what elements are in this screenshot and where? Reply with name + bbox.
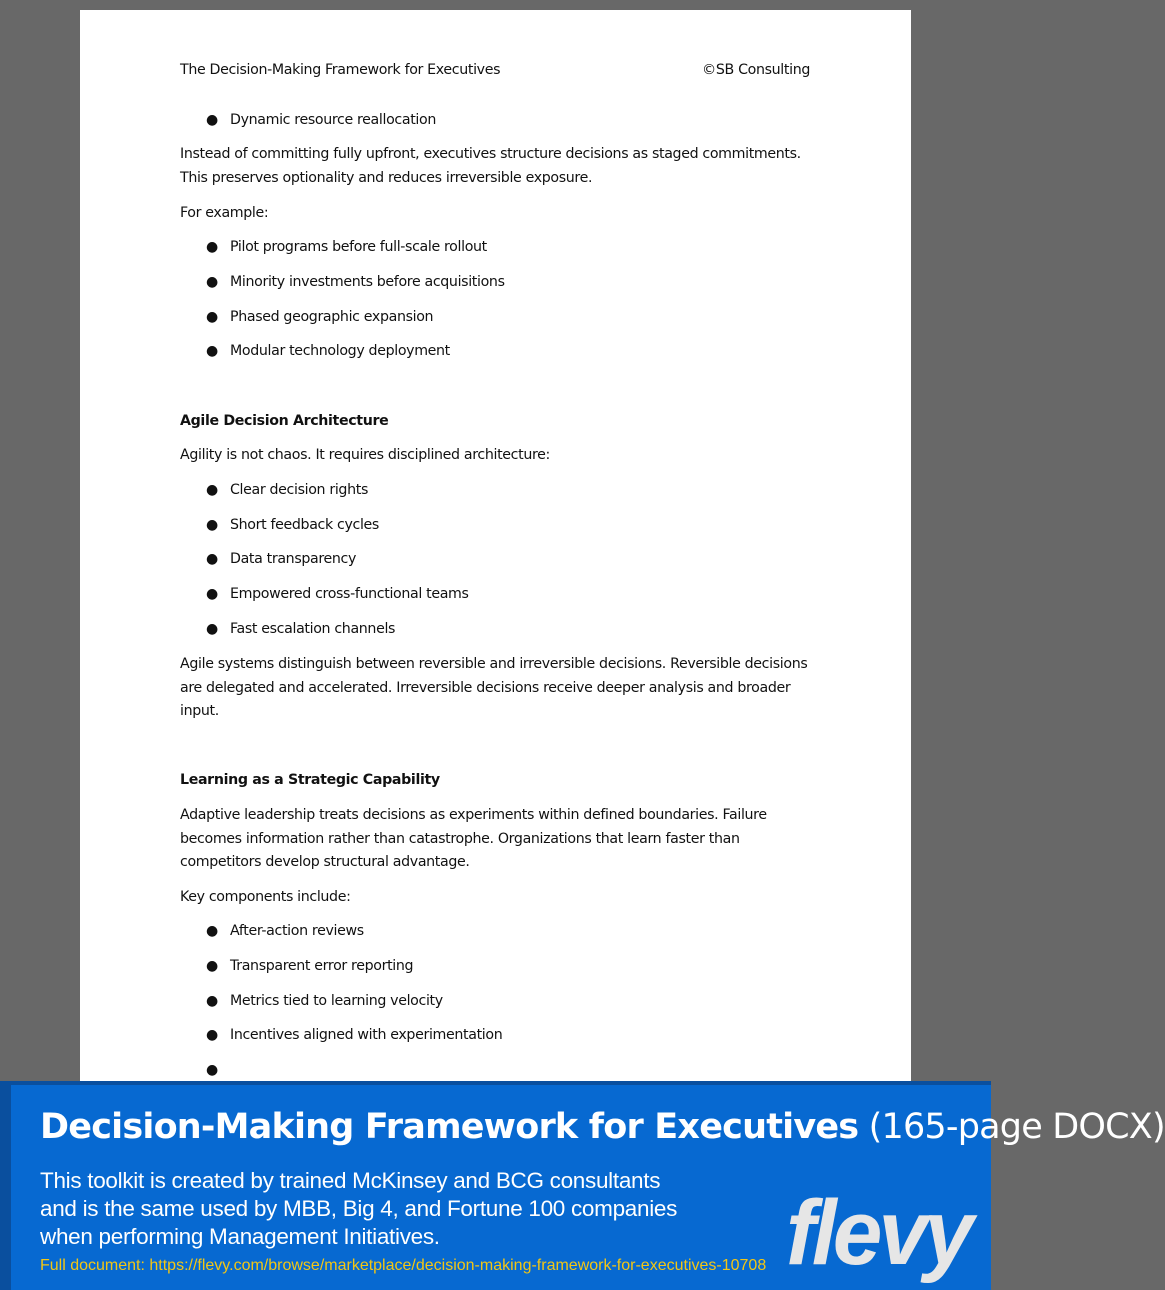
paragraph-staged-commitments: Instead of committing fully upfront, executives structure decisions as staged commitments. This preserves optionality and reduces irreversible exposure. — [180, 146, 801, 186]
bullet-icon: ● — [206, 274, 218, 290]
bullet-icon: ● — [206, 239, 218, 255]
bullet-icon: ● — [206, 482, 218, 498]
paragraph-for-example: For example: — [180, 205, 269, 221]
flevy-logo[interactable] — [784, 1182, 978, 1284]
page-header-title: The Decision-Making Framework for Executives — [180, 62, 501, 78]
list-item: ● Dynamic resource reallocation — [230, 109, 790, 133]
bullet-icon: ● — [206, 1062, 218, 1078]
document-page — [80, 10, 911, 1085]
bullet-icon: ● — [206, 1027, 218, 1043]
list-item: ● Modular technology deployment — [230, 340, 790, 364]
bullet-icon: ● — [206, 958, 218, 974]
bullet-icon: ● — [206, 993, 218, 1009]
bullet-icon: ● — [206, 551, 218, 567]
bullet-icon: ● — [206, 586, 218, 602]
list-item: ● After-action reviews — [230, 920, 790, 944]
bullet-icon: ● — [206, 923, 218, 939]
list-item: ● Transparent error reporting — [230, 955, 790, 979]
bullet-icon: ● — [206, 112, 218, 128]
flevy-logo-text: flevy — [786, 1182, 978, 1284]
banner-top-border — [0, 1081, 991, 1085]
promo-banner — [0, 1081, 1165, 1290]
list-item: ● Fast escalation channels — [230, 618, 790, 642]
banner-description: This toolkit is created by trained McKinsey and BCG consultants and is the same used by MBB, Big 4, and Fortune 100 companies when performing Management Initiatives. — [40, 1168, 678, 1249]
list-item: ● Minority investments before acquisitions — [230, 271, 790, 295]
paragraph-key-components: Key components include: — [180, 889, 351, 905]
bullet-icon: ● — [206, 343, 218, 359]
list-item: ● Short feedback cycles — [230, 514, 790, 538]
section-heading-learning: Learning as a Strategic Capability — [180, 772, 440, 788]
list-item: ● Clear decision rights — [230, 479, 790, 503]
page-header-copyright: ©SB Consulting — [702, 62, 810, 78]
list-item: ● Empowered cross-functional teams — [230, 583, 790, 607]
list-item: ● Metrics tied to learning velocity — [230, 990, 790, 1014]
banner-title-bold: Decision-Making Framework for Executives — [40, 1107, 859, 1147]
banner-title — [40, 1107, 1165, 1147]
section-heading-agile: Agile Decision Architecture — [180, 413, 389, 429]
list-item: ● Pilot programs before full-scale rollout — [230, 236, 790, 260]
list-item: ● Data transparency — [230, 548, 790, 572]
list-item: ● Incentives aligned with experimentation — [230, 1024, 790, 1048]
paragraph-agile-systems: Agile systems distinguish between reversible and irreversible decisions. Reversible decisions are delegated and accelerated. Irreversible decisions receive deeper analysis and broader input. — [180, 656, 808, 719]
bullet-icon: ● — [206, 517, 218, 533]
bullet-icon: ● — [206, 621, 218, 637]
paragraph-agile-intro: Agility is not chaos. It requires disciplined architecture: — [180, 447, 550, 463]
paragraph-adaptive-leadership: Adaptive leadership treats decisions as experiments within defined boundaries. Failure becomes information rather than catastrophe. Organizations that learn faster than competitors develop structural advantage. — [180, 807, 767, 870]
banner-left-edge — [0, 1081, 11, 1290]
full-document-link[interactable]: Full document: https://flevy.com/browse/marketplace/decision-making-framework-for-executives-10708 — [40, 1257, 767, 1274]
bullet-icon: ● — [206, 309, 218, 325]
banner-title-subtitle: (165-page DOCX) — [868, 1107, 1165, 1147]
list-item: ● Phased geographic expansion — [230, 306, 790, 330]
